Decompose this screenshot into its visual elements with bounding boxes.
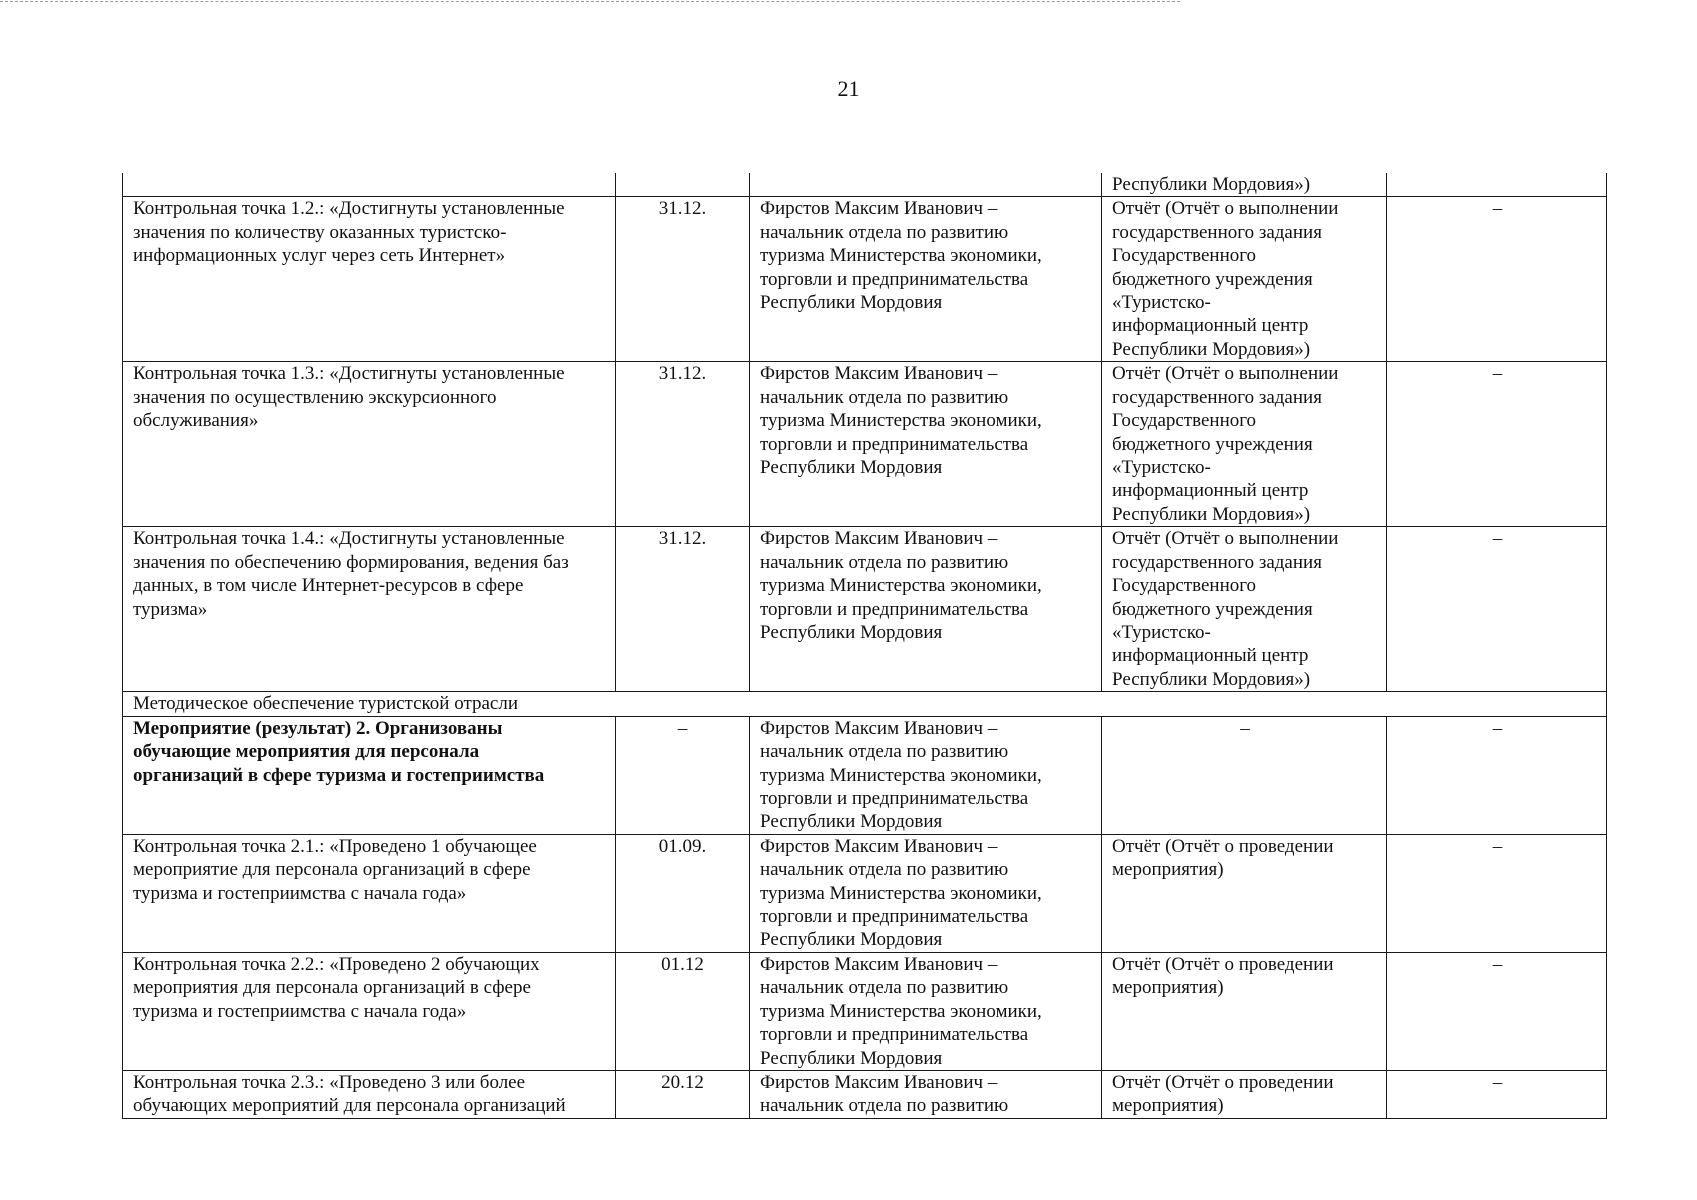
cell-last: – [1387,197,1607,362]
cell-report-line: Отчёт (Отчёт о проведении [1112,835,1334,857]
cell-title-line: Контрольная точка 1.2.: «Достигнуты установленные [133,198,565,220]
cell-report-line: Отчёт (Отчёт о проведении [1112,1071,1334,1093]
cell-report-line: Государственного [1112,245,1257,267]
cell-responsible-line: Республики Мордовия [760,292,943,314]
cell-responsible-line: начальник отдела по развитию [760,551,1009,573]
cell-title [123,952,616,1070]
cell-last: – [1387,527,1607,692]
cell-title-line: Контрольная точка 2.1.: «Проведено 1 обучающее [133,835,537,857]
cell-responsible-line: торговли и предпринимательства [760,433,1029,455]
cell-responsible-line: Фирстов Максим Иванович – [760,953,998,975]
cell-report-line: государственного задания [1112,221,1322,243]
cell-responsible-line: туризма Министерства экономики, [760,245,1042,267]
cell-report-line: информационный центр [1112,645,1309,667]
cell-title-line: значения по осуществлению экскурсионного [133,386,497,408]
cell-report-line: информационный центр [1112,480,1309,502]
cell-responsible [750,173,1102,197]
cell-title-line: Контрольная точка 1.3.: «Достигнуты установленные [133,363,565,385]
cell-report-line: государственного задания [1112,386,1322,408]
cell-title [123,527,616,692]
cell-report-line: «Туристско- [1112,457,1211,479]
table-row [123,1070,1607,1118]
cell-responsible [750,834,1102,952]
cell-responsible [750,952,1102,1070]
cell-responsible [750,716,1102,834]
section-heading-row [123,692,1607,716]
table-row [123,197,1607,362]
cell-report-line: «Туристско- [1112,622,1211,644]
table-row [123,952,1607,1070]
cell-report-line: информационный центр [1112,315,1309,337]
cell-responsible-line: Фирстов Максим Иванович – [760,363,998,385]
cell-responsible-line: начальник отдела по развитию [760,859,1009,881]
table-row [123,834,1607,952]
cell-report-line: Государственного [1112,575,1257,597]
cell-title-line: значения по количеству оказанных туристско- [133,221,507,243]
cell-responsible-line: Республики Мордовия [760,929,943,951]
cell-title [123,716,616,834]
cell-responsible-line: Фирстов Максим Иванович – [760,528,998,550]
cell-report-line: мероприятия) [1112,977,1224,999]
cell-responsible-line: начальник отдела по развитию [760,221,1009,243]
cell-responsible [750,362,1102,527]
cell-responsible-line: Республики Мордовия [760,457,943,479]
cell-responsible-line: туризма Министерства экономики, [760,764,1042,786]
cell-report-line: Отчёт (Отчёт о выполнении [1112,198,1339,220]
cell-responsible [750,1070,1102,1118]
cell-report-line: «Туристско- [1112,292,1211,314]
cell-report [1102,834,1387,952]
cell-last: – [1387,952,1607,1070]
cell-responsible-line: торговли и предпринимательства [760,598,1029,620]
cell-responsible-line: начальник отдела по развитию [760,386,1009,408]
cell-last: – [1387,834,1607,952]
continuation-row [123,173,1607,197]
cell-date: 20.12 [616,1070,750,1118]
cell-report-line: бюджетного учреждения [1112,433,1313,455]
cell-report-line: мероприятия) [1112,1095,1224,1117]
cell-responsible-line: Республики Мордовия [760,1047,943,1069]
cell-title-line: туризма и гостеприимства с начала года» [133,882,467,904]
cell-report [1102,527,1387,692]
cell-title [123,834,616,952]
cell-last [1387,173,1607,197]
section-heading: Методическое обеспечение туристской отрасли [123,692,1607,716]
cell-report-line: Республики Мордовия») [1112,668,1311,690]
cell-report-line: Республики Мордовия») [1112,503,1311,525]
cell-report-line: бюджетного учреждения [1112,268,1313,290]
cell-responsible-line: Республики Мордовия [760,811,943,833]
cell-title [123,362,616,527]
cell-last: – [1387,716,1607,834]
cell-report [1102,1070,1387,1118]
cell-report: Республики Мордовия») [1102,173,1387,197]
cell-report [1102,362,1387,527]
cell-responsible-line: начальник отдела по развитию [760,977,1009,999]
cell-title-line: Контрольная точка 2.2.: «Проведено 2 обучающих [133,953,540,975]
cell-last: – [1387,362,1607,527]
cell-report: – [1102,716,1387,834]
cell-title-line: туризма и гостеприимства с начала года» [133,1000,467,1022]
cell-report [1102,197,1387,362]
event-row [123,716,1607,834]
cell-responsible-line: торговли и предпринимательства [760,906,1029,928]
cell-report-line: Республики Мордовия») [1112,338,1311,360]
cell-title [123,173,616,197]
cell-report-line: государственного задания [1112,551,1322,573]
cell-responsible-line: начальник отдела по развитию [760,1095,1009,1117]
cell-title-line: туризма» [133,598,208,620]
cell-responsible [750,197,1102,362]
cell-last: – [1387,1070,1607,1118]
scan-top-rule [0,1,1180,2]
cell-responsible-line: туризма Министерства экономики, [760,882,1042,904]
cell-title-line: информационных услуг через сеть Интернет» [133,245,506,267]
cell-date: 01.09. [616,834,750,952]
cell-responsible-line: туризма Министерства экономики, [760,410,1042,432]
cell-date: 31.12. [616,197,750,362]
cell-title-line: значения по обеспечению формирования, ведения баз [133,551,569,573]
cell-report-line: бюджетного учреждения [1112,598,1313,620]
control-points-table [122,173,1607,1119]
cell-title-line: Контрольная точка 1.4.: «Достигнуты установленные [133,528,565,550]
cell-responsible-line: Фирстов Максим Иванович – [760,198,998,220]
table-row [123,527,1607,692]
cell-responsible-line: торговли и предпринимательства [760,788,1029,810]
cell-date [616,173,750,197]
cell-title [123,1070,616,1118]
cell-report-line: Отчёт (Отчёт о выполнении [1112,528,1339,550]
cell-date: 31.12. [616,362,750,527]
cell-responsible-line: туризма Министерства экономики, [760,1000,1042,1022]
cell-responsible [750,527,1102,692]
table-row [123,362,1607,527]
cell-report-line: мероприятия) [1112,859,1224,881]
cell-responsible-line: Фирстов Максим Иванович – [760,835,998,857]
cell-title-line: обучающих мероприятий для персонала организаций [133,1095,566,1117]
cell-responsible-line: торговли и предпринимательства [760,1024,1029,1046]
cell-title-line: организаций в сфере туризма и гостеприимства [133,764,545,786]
cell-title-line: данных, в том числе Интернет-ресурсов в сфере [133,575,524,597]
cell-report-line: Отчёт (Отчёт о проведении [1112,953,1334,975]
cell-title-line: обслуживания» [133,410,259,432]
cell-responsible-line: Республики Мордовия [760,622,943,644]
cell-title-line: мероприятие для персонала организаций в сфере [133,859,531,881]
cell-responsible-line: начальник отдела по развитию [760,741,1009,763]
cell-report-line: Государственного [1112,410,1257,432]
cell-title-line: обучающие мероприятия для персонала [133,741,480,763]
cell-date: 31.12. [616,527,750,692]
cell-title [123,197,616,362]
cell-report [1102,952,1387,1070]
cell-title-line: мероприятия для персонала организаций в сфере [133,977,531,999]
cell-responsible-line: Фирстов Максим Иванович – [760,717,998,739]
cell-date: – [616,716,750,834]
cell-title-line: Контрольная точка 2.3.: «Проведено 3 или более [133,1071,526,1093]
page-number: 21 [837,76,860,101]
cell-date: 01.12 [616,952,750,1070]
cell-responsible-line: туризма Министерства экономики, [760,575,1042,597]
cell-responsible-line: Фирстов Максим Иванович – [760,1071,998,1093]
cell-title-line: Мероприятие (результат) 2. Организованы [133,717,503,739]
cell-responsible-line: торговли и предпринимательства [760,268,1029,290]
cell-report-line: Отчёт (Отчёт о выполнении [1112,363,1339,385]
